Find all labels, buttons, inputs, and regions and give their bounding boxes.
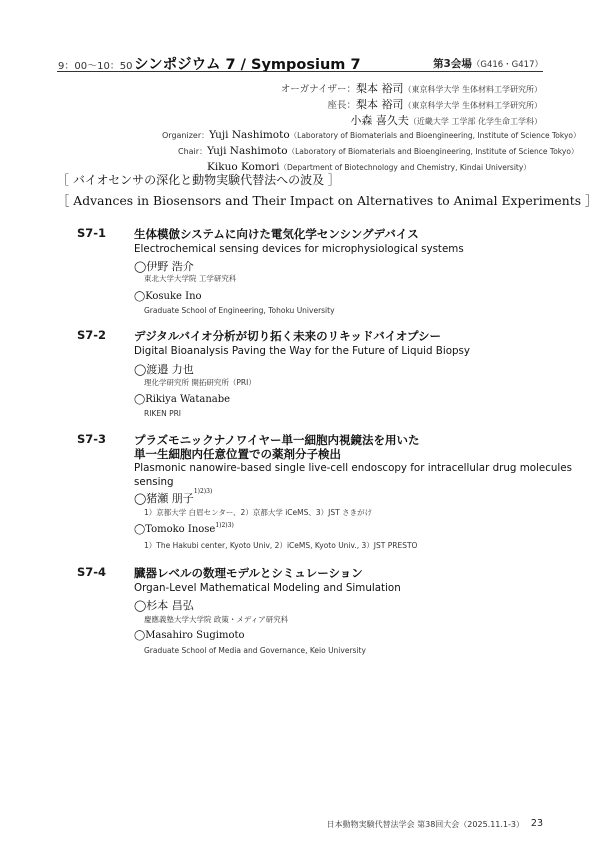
author-en: ◯Kosuke Ino: [134, 291, 202, 302]
chair1-aff-jp: （東京科学大学 生体材料工学研究所）: [403, 101, 542, 110]
affiliation-en: 1）The Hakubi center, Kyoto Univ, 2）iCeMS, Kyoto Univ., 3）JST PRESTO: [144, 541, 418, 550]
footer-conference: 日本動物実験代替法学会 第38回大会（2025.11.1-3）: [326, 820, 524, 829]
author-jp: ◯渡邉 力也: [134, 363, 194, 376]
chair1-name-jp: 梨本 裕司: [355, 98, 404, 111]
presentation-title-jp: デジタルバイオ分析が切り拓く未来のリキッドバイオプシー: [134, 329, 442, 343]
presentation-title-en: Plasmonic nanowire-based single live-cell endoscopy for intracellular drug molecules: [134, 462, 572, 474]
chair-role-jp: 座長：: [327, 100, 356, 111]
chair2-aff-en: （Department of Biotechnology and Chemistry, Kindai University）: [279, 163, 531, 172]
presentation-title-en: sensing: [134, 476, 174, 488]
theme-jp: ［ バイオセンサの深化と動物実験代替法への波及 ］: [57, 173, 340, 187]
organizer-aff-en: （Laboratory of Biomaterials and Bioengineering, Institute of Science Tokyo）: [289, 131, 581, 140]
affiliation-jp: 1）京都大学 白眉センター、2）京都大学 iCeMS、3）JST さきがけ: [144, 508, 373, 517]
author-en: [134, 524, 234, 535]
presentation-title-en: Electrochemical sensing devices for microphysiological systems: [134, 243, 464, 255]
presentation-title-jp: 生体模倣システムに向けた電気化学センシングデバイス: [134, 227, 419, 241]
affiliation-en: Graduate School of Media and Governance, Keio University: [144, 646, 366, 655]
organizer-name-jp: 梨本 裕司: [355, 82, 404, 95]
presentation-title-jp: 臓器レベルの数理モデルとシミュレーション: [134, 566, 363, 580]
affiliation-en: Graduate School of Engineering, Tohoku University: [144, 306, 335, 315]
author-en: ◯Rikiya Watanabe: [134, 394, 231, 405]
author-jp: ◯伊野 浩介: [134, 260, 194, 273]
presentation-id: S7-4: [77, 565, 107, 579]
author-jp-name: ◯猪瀬 朋子: [134, 492, 194, 505]
chair-role-en: Chair：: [178, 147, 208, 156]
chair2-aff-jp: （近畿大学 工学部 化学生命工学科）: [408, 117, 542, 126]
room-detail: （G416・G417）: [471, 60, 543, 70]
chair1-name-en: Yuji Nashimoto: [207, 145, 288, 157]
chair1-aff-en: （Laboratory of Biomaterials and Bioengineering, Institute of Science Tokyo）: [287, 147, 579, 156]
author-jp: ◯杉本 昌弘: [134, 599, 194, 612]
presentation-id: S7-3: [77, 432, 107, 446]
presentation-title-en: Digital Bioanalysis Paving the Way for the Future of Liquid Biopsy: [134, 345, 470, 357]
author-en: ◯Masahiro Sugimoto: [134, 630, 245, 641]
author-en-superscript: 1)2)3): [215, 522, 234, 529]
chair2-name-jp: 小森 喜久夫: [350, 114, 409, 127]
presentation-id: S7-1: [77, 226, 107, 240]
room-label: 第3会場: [433, 58, 472, 70]
header-divider: [57, 71, 543, 72]
organizer-role-jp: オーガナイザー：: [280, 84, 356, 95]
author-en-name: ◯Tomoko Inose: [134, 524, 216, 535]
presentation-title-jp: プラズモニックナノワイヤー単一細胞内視鏡法を用いた: [134, 433, 420, 447]
theme-en: ［ Advances in Biosensors and Their Impact on Alternatives to Animal Experiments ］: [57, 194, 598, 208]
organizer-role-en: Organizer：: [162, 131, 210, 140]
affiliation-jp: 慶應義塾大学大学院 政策・メディア研究科: [144, 615, 289, 624]
page-number: 23: [530, 818, 543, 829]
author-jp: [134, 490, 212, 506]
presentation-title-jp: 単一生細胞内任意位置での薬剤分子検出: [134, 447, 341, 461]
session-room: [433, 56, 543, 71]
session-time: 9：00～10：50: [58, 61, 133, 72]
presentation-id: S7-2: [77, 328, 107, 342]
affiliation-jp: 理化学研究所 開拓研究所（PRI）: [144, 378, 256, 387]
author-jp-superscript: 1)2)3): [193, 488, 213, 495]
affiliation-en: RIKEN PRI: [144, 409, 182, 418]
session-title: シンポジウム 7 / Symposium 7: [134, 57, 361, 73]
organizer-name-en: Yuji Nashimoto: [209, 129, 290, 141]
organizer-aff-jp: （東京科学大学 生体材料工学研究所）: [403, 85, 542, 94]
affiliation-jp: 東北大学大学院 工学研究科: [144, 274, 237, 283]
presentation-title-en: Organ-Level Mathematical Modeling and Simulation: [134, 582, 401, 594]
chair2-name-en: Kikuo Komori: [207, 161, 280, 173]
